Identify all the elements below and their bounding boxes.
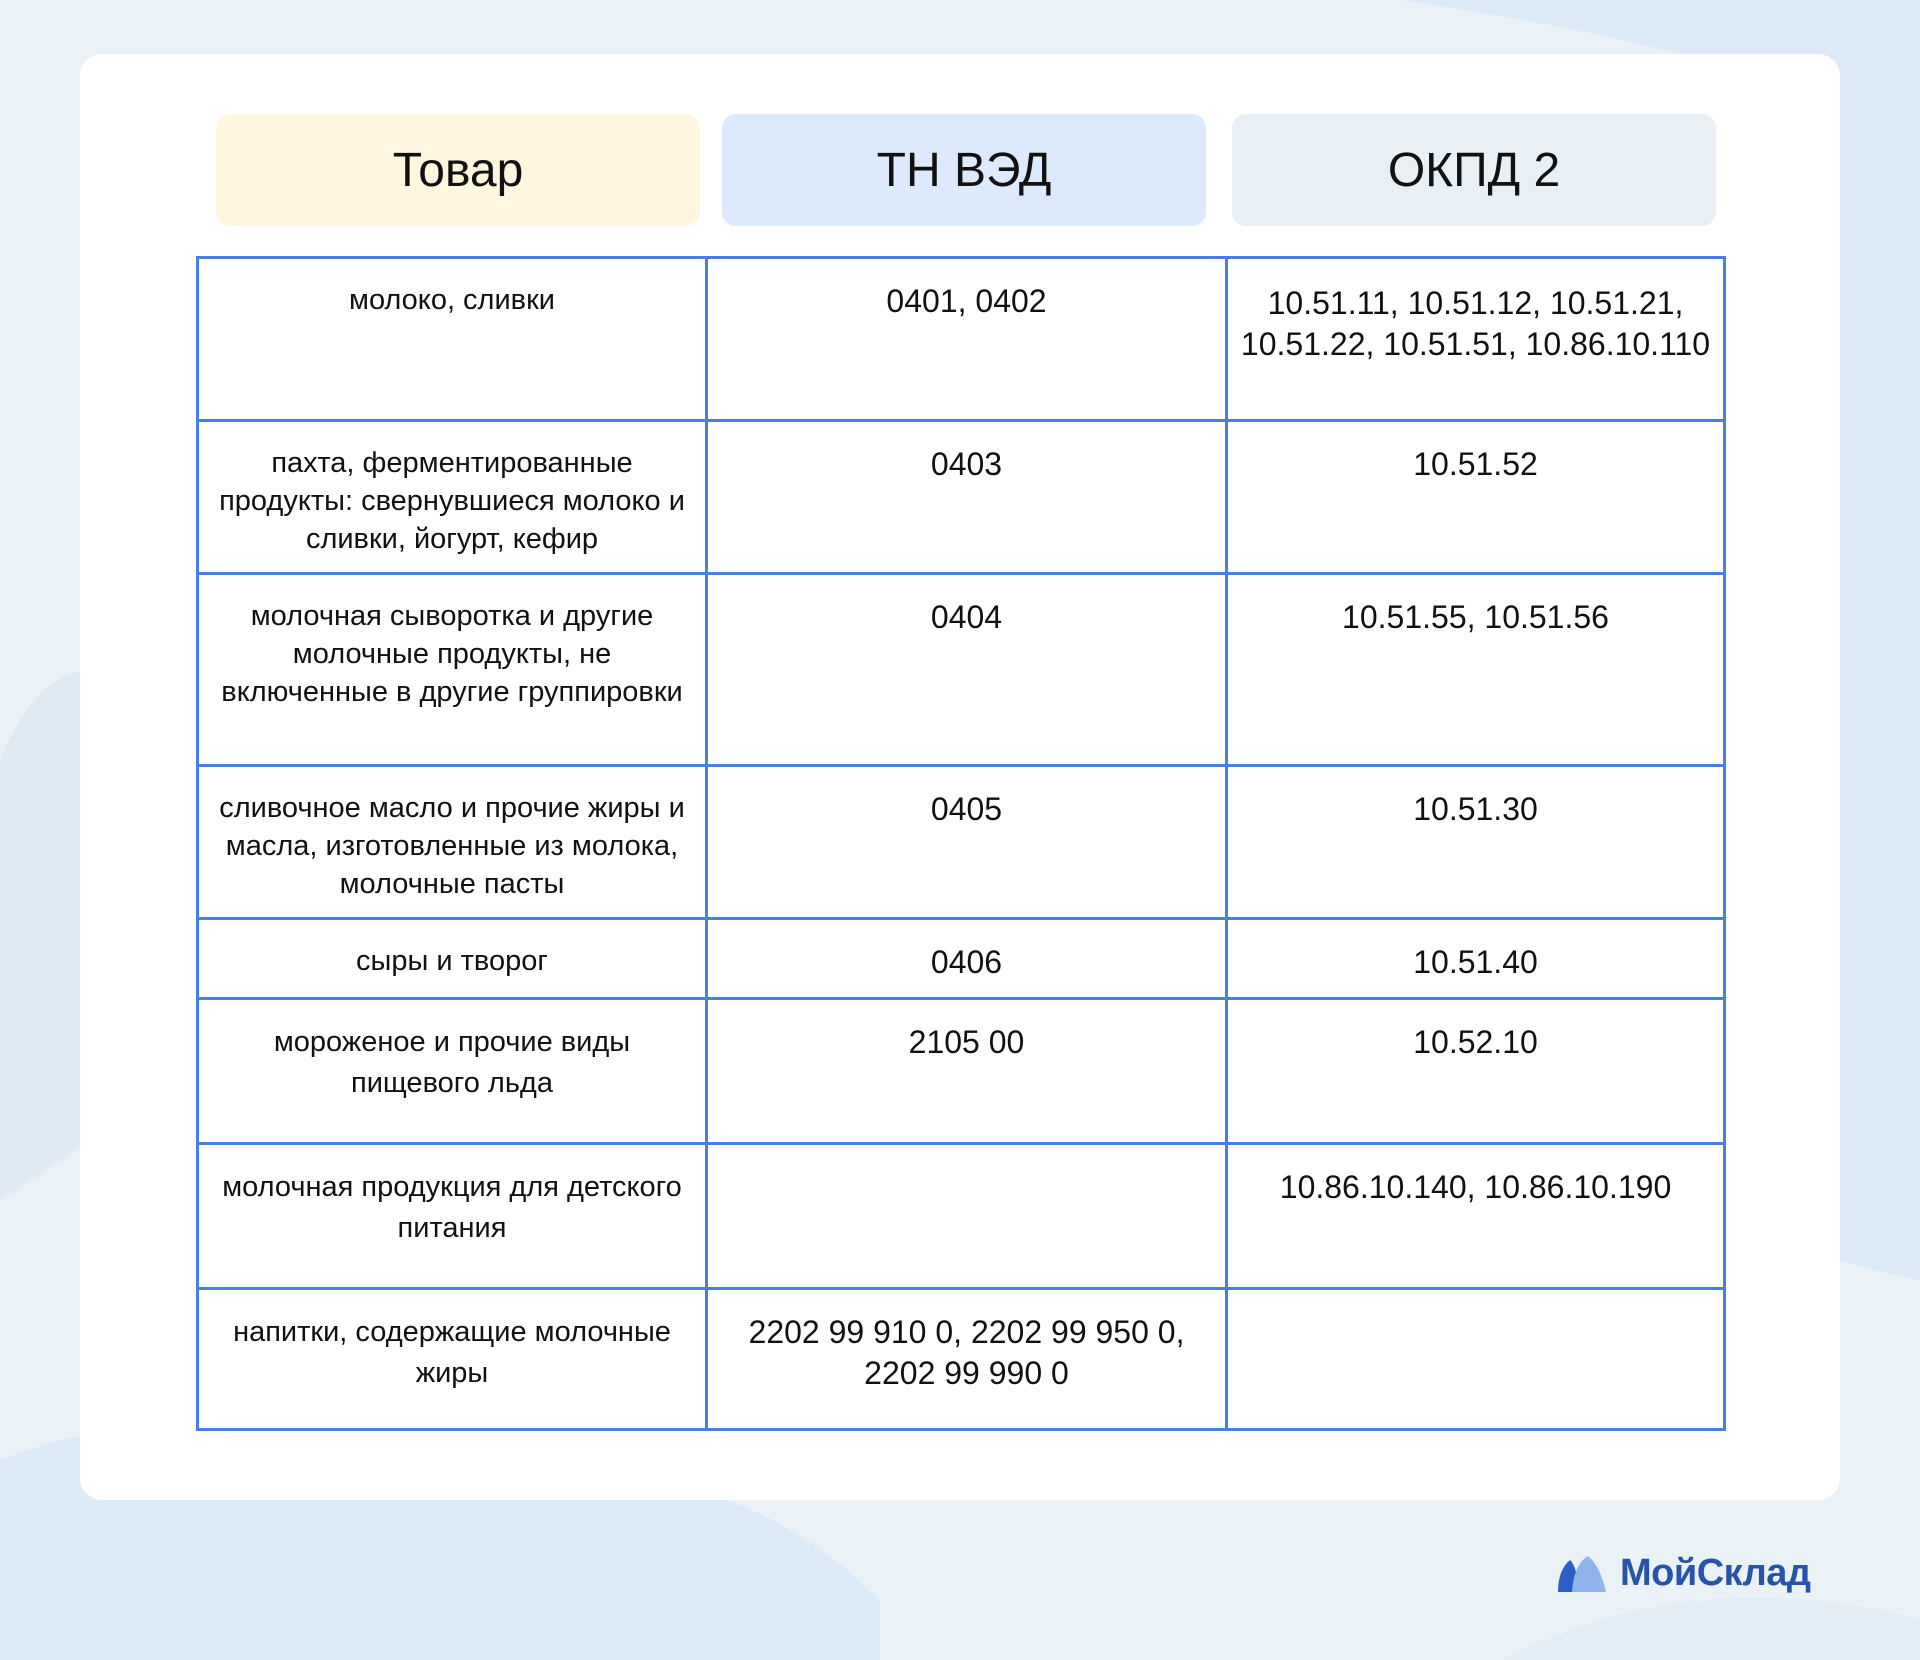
table-row	[198, 258, 1725, 421]
cell-tnved: 0405	[707, 766, 1227, 919]
background-blob-bottom-right	[1500, 1598, 1920, 1660]
cell-tnved	[707, 1144, 1227, 1289]
cell-tnved: 2202 99 910 0, 2202 99 950 0, 2202 99 990 0	[707, 1289, 1227, 1430]
cell-okpd2	[1227, 1289, 1725, 1430]
header-product: Товар	[216, 114, 700, 226]
cell-tnved: 2105 00	[707, 999, 1227, 1144]
cell-okpd2: 10.51.30	[1227, 766, 1725, 919]
table-row	[198, 999, 1725, 1144]
table-row	[198, 919, 1725, 999]
table-row	[198, 574, 1725, 766]
cell-product: молоко, сливки	[198, 258, 707, 421]
cell-okpd2: 10.51.55, 10.51.56	[1227, 574, 1725, 766]
header-tnved: ТН ВЭД	[722, 114, 1206, 226]
cell-okpd2: 10.86.10.140, 10.86.10.190	[1227, 1144, 1725, 1289]
table-row	[198, 1144, 1725, 1289]
cell-tnved: 0404	[707, 574, 1227, 766]
table-row	[198, 766, 1725, 919]
cell-product: сливочное масло и прочие жиры и масла, изготовленные из молока, молочные пасты	[198, 766, 707, 919]
cell-tnved: 0403	[707, 421, 1227, 574]
cell-okpd2: 10.51.52	[1227, 421, 1725, 574]
brand-logo	[1556, 1552, 1811, 1595]
cell-product: напитки, содержащие молочные жиры	[198, 1289, 707, 1430]
cell-tnved: 0401, 0402	[707, 258, 1227, 421]
codes-table	[196, 256, 1726, 1431]
header-okpd2: ОКПД 2	[1232, 114, 1716, 226]
moysklad-logo-icon	[1556, 1554, 1612, 1594]
cell-product: молочная сыворотка и другие молочные продукты, не включенные в другие группировки	[198, 574, 707, 766]
cell-product: пахта, ферментированные продукты: свернувшиеся молоко и сливки, йогурт, кефир	[198, 421, 707, 574]
table-row	[198, 1289, 1725, 1430]
brand-logo-text: МойСклад	[1620, 1552, 1811, 1594]
cell-product: молочная продукция для детского питания	[198, 1144, 707, 1289]
cell-okpd2: 10.51.40	[1227, 919, 1725, 999]
table-row	[198, 421, 1725, 574]
cell-product: мороженое и прочие виды пищевого льда	[198, 999, 707, 1144]
cell-product: сыры и творог	[198, 919, 707, 999]
cell-okpd2: 10.52.10	[1227, 999, 1725, 1144]
cell-tnved: 0406	[707, 919, 1227, 999]
cell-okpd2: 10.51.11, 10.51.12, 10.51.21, 10.51.22, 10.51.51, 10.86.10.110	[1227, 258, 1725, 421]
